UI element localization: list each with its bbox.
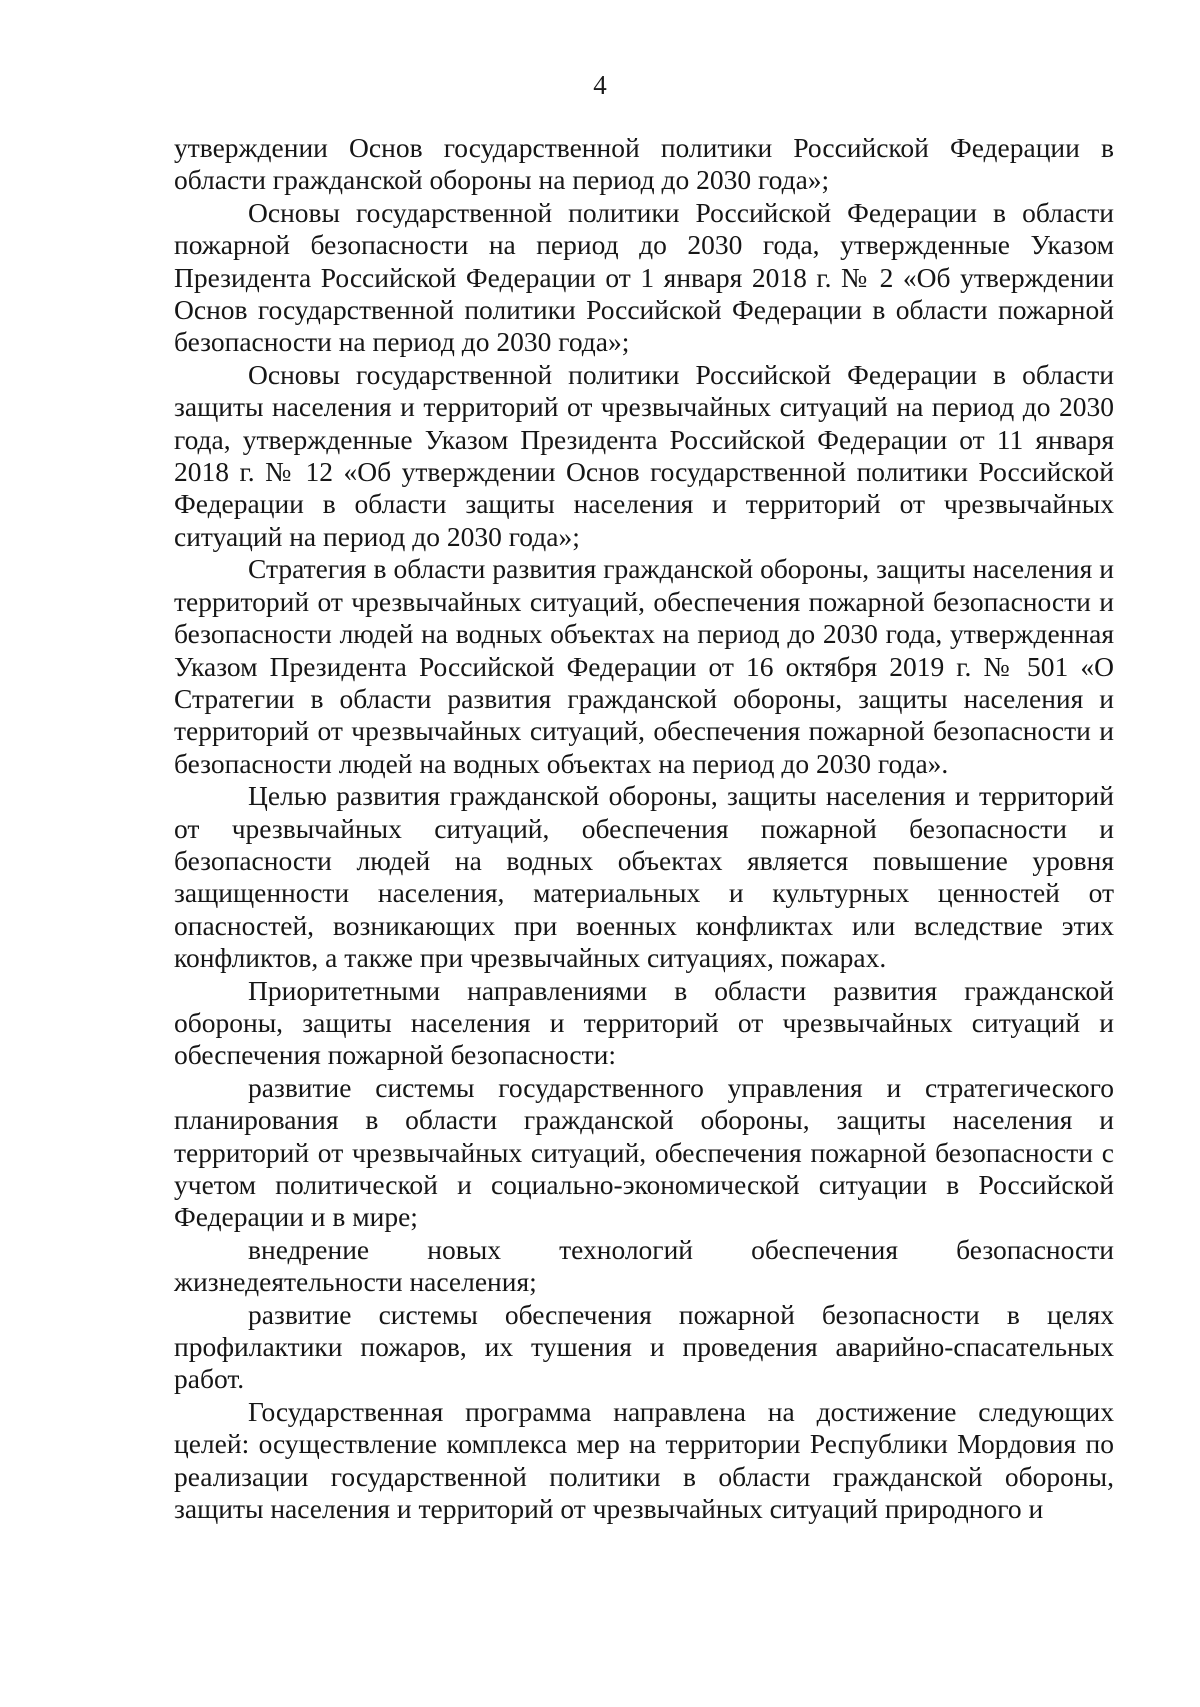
paragraph-priority-technologies: внедрение новых технологий обеспечения безопасности жизнедеятельности населения; [174,1233,1114,1298]
paragraph-fire-safety-policy: Основы государственной политики Российской Федерации в области пожарной безопасности на период до 2030 года, утвержденные Указом Президента Российской Федерации от 1 января 2018 г. № 2 «Об утверждении Основ государственной политики Российской Федерации в области пожарной безопасности на период до 2030 года»; [174,196,1114,358]
document-body [174,132,1114,1525]
paragraph-goal: Целью развития гражданской обороны, защиты населения и территорий от чрезвычайных ситуаций, обеспечения пожарной безопасности и безопасности людей на водных объектах является повышение уровня защищенности населения, материальных и культурных ценностей от опасностей, возникающих при военных конфликтах или вследствие этих конфликтов, а также при чрезвычайных ситуациях, пожарах. [174,780,1114,974]
paragraph-program-goals: Государственная программа направлена на достижение следующих целей: осуществление комплекса мер на территории Республики Мордовия по реализации государственной политики в области гражданской обороны, защиты населения и территорий от чрезвычайных ситуаций природного и [174,1395,1114,1525]
paragraph-emergency-protection-policy: Основы государственной политики Российской Федерации в области защиты населения и территорий от чрезвычайных ситуаций на период до 2030 года, утвержденные Указом Президента Российской Федерации от 11 января 2018 г. № 12 «Об утверждении Основ государственной политики Российской Федерации в области защиты населения и территорий от чрезвычайных ситуаций на период до 2030 года»; [174,358,1114,552]
paragraph-priorities-intro: Приоритетными направлениями в области развития гражданской обороны, защиты населения и территорий от чрезвычайных ситуаций и обеспечения пожарной безопасности: [174,974,1114,1071]
paragraph-priority-management: развитие системы государственного управления и стратегического планирования в области гражданской обороны, защиты населения и территорий от чрезвычайных ситуаций, обеспечения пожарной безопасности с учетом политической и социально-экономической ситуации в Российской Федерации и в мире; [174,1071,1114,1233]
paragraph-strategy: Стратегия в области развития гражданской обороны, защиты населения и территорий от чрезвычайных ситуаций, обеспечения пожарной безопасности и безопасности людей на водных объектах на период до 2030 года, утвержденная Указом Президента Российской Федерации от 16 октября 2019 г. № 501 «О Стратегии в области развития гражданской обороны, защиты населения и территорий от чрезвычайных ситуаций, обеспечения пожарной безопасности и безопасности людей на водных объектах на период до 2030 года». [174,553,1114,779]
paragraph-continuation: утверждении Основ государственной политики Российской Федерации в области гражданской обороны на период до 2030 года»; [174,132,1114,196]
paragraph-priority-fire-system: развитие системы обеспечения пожарной безопасности в целях профилактики пожаров, их тушения и проведения аварийно-спасательных работ. [174,1298,1114,1395]
page-number: 4 [593,70,607,100]
